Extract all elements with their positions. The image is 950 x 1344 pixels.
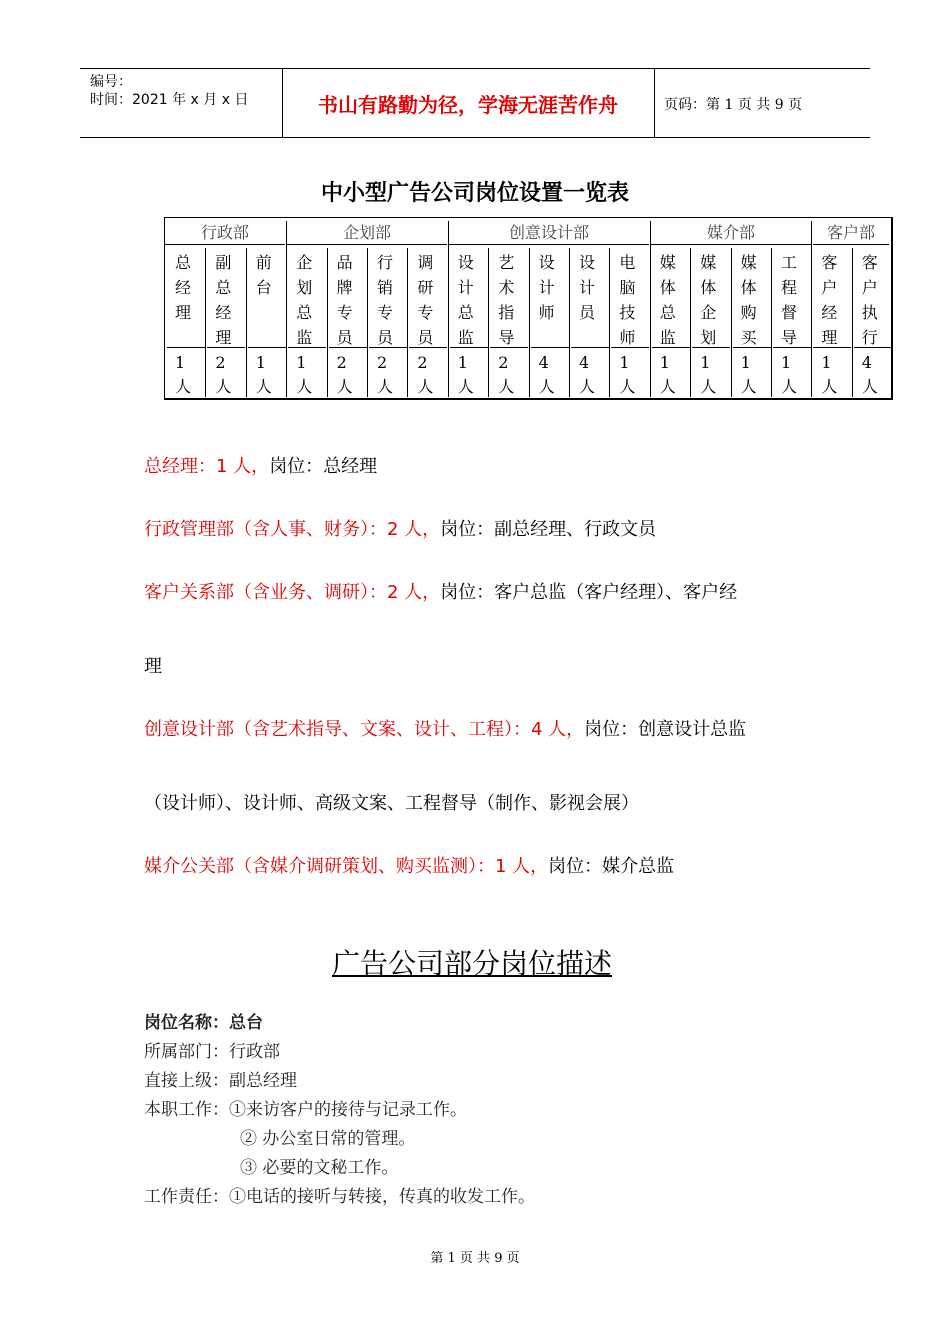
desc-title: 广告公司部分岗位描述 [331, 947, 612, 980]
job-dept: 所属部门：行政部 [144, 1042, 280, 1062]
position-column [773, 248, 811, 397]
page-info: 页码：第 1 页 共 9 页 [664, 97, 803, 113]
position-count: 1 人 [175, 353, 192, 396]
summary-positions: （设计师）、设计师、高级文案、工程督导（制作、影视会展） [144, 793, 639, 814]
position-count: 2 人 [377, 353, 394, 396]
position-name: 客 户 经 理 [813, 248, 851, 348]
position-name: 工 程 督 导 [773, 248, 811, 348]
table-divider [569, 248, 570, 397]
dept-media: 媒介部 [651, 221, 811, 245]
table-divider [286, 221, 287, 397]
position-count: 4 人 [579, 353, 596, 396]
position-name: 品 牌 专 员 [329, 248, 367, 348]
position-table [164, 217, 893, 400]
date-label: 时间：2021 年 x 月 x 日 [90, 92, 249, 108]
position-column [571, 248, 609, 397]
position-column [207, 248, 245, 397]
table-divider [529, 248, 530, 397]
number-label: 编号： [90, 74, 132, 90]
position-name: 副 总 经 理 [207, 248, 245, 348]
position-column [409, 248, 447, 397]
position-count: 4 人 [538, 353, 555, 396]
position-column [813, 248, 851, 397]
position-count: 2 人 [498, 353, 515, 396]
position-count: 1 人 [255, 353, 272, 396]
position-column [531, 248, 569, 397]
dept-creative: 创意设计部 [449, 221, 649, 245]
position-name: 设 计 员 [571, 248, 609, 348]
position-column [854, 248, 892, 397]
summary-dept: 创意设计部（含艺术指导、文案、设计、工程）：4 人， [144, 719, 585, 740]
position-count: 2 人 [417, 353, 434, 396]
table-divider [609, 248, 610, 397]
position-column [167, 248, 205, 397]
position-name: 总 经 理 [167, 248, 205, 348]
table-divider [488, 248, 489, 397]
table-divider [205, 248, 206, 397]
summary-positions: 岗位：总经理 [269, 456, 378, 477]
summary-positions: 岗位：创意设计总监 [584, 719, 747, 740]
summary-dept: 行政管理部（含人事、财务）：2 人， [144, 519, 441, 540]
position-column [329, 248, 367, 397]
position-column [733, 248, 771, 397]
summary-dept: 媒介公关部（含媒介调研策划、购买监测）：1 人， [144, 856, 549, 877]
dept-planning: 企划部 [287, 221, 447, 245]
position-count: 2 人 [336, 353, 353, 396]
position-name: 客 户 执 行 [854, 248, 892, 348]
position-name: 设 计 师 [531, 248, 569, 348]
table-divider [731, 248, 732, 397]
position-count: 1 人 [619, 353, 636, 396]
position-column [490, 248, 528, 397]
position-count: 1 人 [700, 353, 717, 396]
summary-line [144, 789, 639, 815]
table-divider [771, 248, 772, 397]
summary-line [144, 578, 737, 604]
position-column [369, 248, 407, 397]
position-column [611, 248, 649, 397]
position-column [450, 248, 488, 397]
job-superior: 直接上级：副总经理 [144, 1071, 297, 1091]
table-divider [448, 221, 449, 397]
table-divider [407, 248, 408, 397]
job-resp-1: 工作责任：①电话的接听与转接，传真的收发工作。 [144, 1187, 535, 1207]
summary-line [144, 652, 162, 678]
summary-positions: 岗位：客户总监（客户经理）、客户经 [440, 582, 738, 603]
job-duty-1: 本职工作：①来访客户的接待与记录工作。 [144, 1100, 467, 1120]
position-name: 媒 体 企 划 [692, 248, 730, 348]
job-duty-2: ② 办公室日常的管理。 [240, 1129, 416, 1149]
summary-positions: 岗位：媒介总监 [548, 856, 675, 877]
page-footer: 第 1 页 共 9 页 [430, 1251, 520, 1266]
table-divider [811, 221, 812, 397]
position-count: 1 人 [659, 353, 676, 396]
position-name: 媒 体 购 买 [733, 248, 771, 348]
position-count: 4 人 [861, 353, 878, 396]
position-count: 1 人 [740, 353, 757, 396]
motto: 书山有路勤为径，学海无涯苦作舟 [282, 69, 655, 137]
position-column [692, 248, 730, 397]
dept-client: 客户部 [813, 221, 889, 245]
position-name: 设 计 总 监 [450, 248, 488, 348]
job-duty-3: ③ 必要的文秘工作。 [240, 1158, 399, 1178]
position-name: 电 脑 技 师 [611, 248, 649, 348]
table-divider [246, 248, 247, 397]
summary-line [144, 852, 674, 878]
position-count: 1 人 [821, 353, 838, 396]
table-divider [327, 248, 328, 397]
summary-positions: 岗位：副总经理、行政文员 [440, 519, 657, 540]
position-name: 行 销 专 员 [369, 248, 407, 348]
position-name: 艺 术 指 导 [490, 248, 528, 348]
document-header [80, 68, 870, 138]
position-count: 1 人 [296, 353, 313, 396]
table-divider [650, 221, 651, 397]
position-column [248, 248, 286, 397]
dept-admin: 行政部 [165, 221, 285, 245]
position-count: 1 人 [781, 353, 798, 396]
doc-title: 中小型广告公司岗位设置一览表 [320, 180, 629, 206]
position-count: 1 人 [457, 353, 474, 396]
summary-line [144, 452, 377, 478]
position-column [652, 248, 690, 397]
header-meta [80, 69, 283, 137]
table-divider [367, 248, 368, 397]
table-divider [852, 248, 853, 397]
position-name: 企 划 总 监 [288, 248, 326, 348]
table-divider [690, 248, 691, 397]
summary-dept: 客户关系部（含业务、调研）：2 人， [144, 582, 441, 603]
position-name: 前 台 [248, 248, 286, 348]
summary-positions: 理 [144, 656, 162, 677]
summary-line [144, 515, 656, 541]
position-count: 2 人 [215, 353, 232, 396]
job-name: 岗位名称：总台 [144, 1013, 263, 1033]
summary-line [144, 715, 746, 741]
summary-dept: 总经理：1 人， [144, 456, 270, 477]
position-name: 调 研 专 员 [409, 248, 447, 348]
position-column [288, 248, 326, 397]
position-name: 媒 体 总 监 [652, 248, 690, 348]
